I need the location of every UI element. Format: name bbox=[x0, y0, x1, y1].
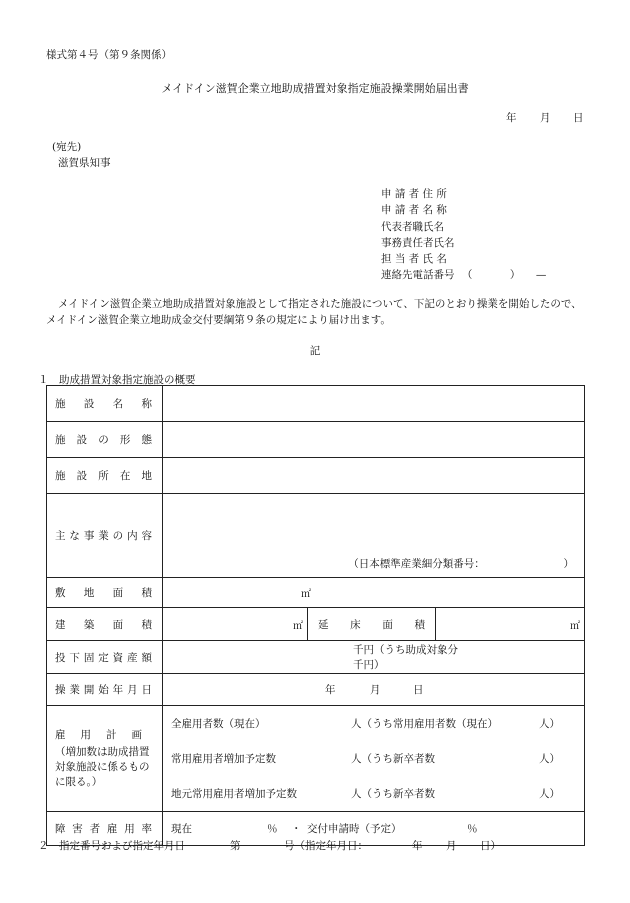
rate-current-label: 現在 bbox=[171, 823, 192, 835]
employment-row-subtotal: 人（うち新卒者数 bbox=[351, 753, 435, 765]
m2-unit: ㎡ bbox=[570, 620, 580, 632]
facility-name-field[interactable] bbox=[163, 386, 585, 422]
employment-plan-label bbox=[47, 706, 163, 812]
phone-paren-close: ） bbox=[509, 269, 521, 282]
site-area-label: 敷地面積 bbox=[47, 578, 163, 608]
op-day: 日 bbox=[413, 684, 424, 696]
facility-name-label: 施設名称 bbox=[47, 386, 163, 422]
body-line-2: メイドイン滋賀企業立地助成金交付要綱第９条の規定により届け出ます。 bbox=[46, 314, 391, 326]
date-day: 日 bbox=[573, 112, 584, 124]
office-manager-label: 事務責任者氏名 bbox=[381, 236, 455, 249]
employment-row-label: 全雇用者数（現在） bbox=[171, 718, 266, 730]
submission-date bbox=[506, 110, 584, 125]
m2-unit: ㎡ bbox=[293, 620, 303, 632]
facility-location-label: 施設所在地 bbox=[47, 458, 163, 494]
op-month: 月 bbox=[370, 684, 381, 696]
addressee-name: 滋賀県知事 bbox=[58, 157, 111, 169]
designation-day: 日） bbox=[480, 840, 501, 852]
employment-row[interactable] bbox=[163, 776, 584, 811]
rate-current-percent: ％ bbox=[267, 823, 278, 835]
date-month: 月 bbox=[540, 112, 551, 124]
m2-unit: ㎡ bbox=[301, 589, 311, 600]
rate-separator: ・ bbox=[291, 823, 302, 835]
building-area-field[interactable] bbox=[163, 608, 308, 641]
employment-plan-note: （増加数は助成措置対象施設に係るものに限る。） bbox=[55, 745, 150, 788]
rate-at-apply-percent: ％ bbox=[467, 823, 478, 835]
ki-mark: 記 bbox=[309, 345, 321, 357]
form-number: 様式第４号（第９条関係） bbox=[46, 49, 172, 61]
employment-plan-title: 雇用計画 bbox=[55, 728, 142, 741]
employment-plan-field bbox=[163, 706, 585, 812]
section-1-heading: １ 助成措置対象指定施設の概要 bbox=[38, 374, 196, 386]
designation-go: 号（指定年月日： bbox=[284, 840, 368, 852]
employment-row-end: 人） bbox=[539, 718, 560, 730]
investment-thousand-yen: 千円（うち助成対象分 bbox=[353, 644, 458, 656]
employment-row-end: 人） bbox=[539, 788, 560, 800]
section-2-heading bbox=[38, 838, 501, 853]
employment-row[interactable] bbox=[163, 706, 584, 741]
operation-start-label: 操業開始年月日 bbox=[47, 674, 163, 706]
building-area-label: 建築面積 bbox=[47, 608, 163, 641]
floor-area-field[interactable] bbox=[436, 608, 585, 641]
phone-paren-open: （ bbox=[461, 269, 473, 282]
phone-label: 連絡先電話番号 bbox=[381, 269, 455, 282]
jsic-code-note: （日本標準産業細分類番号： ） bbox=[348, 558, 574, 570]
employment-row[interactable] bbox=[163, 741, 584, 776]
main-business-label: 主な事業の内容 bbox=[47, 494, 163, 578]
designation-label: ２ 指定番号および指定年月日 bbox=[38, 840, 185, 852]
document-title: メイドイン滋賀企業立地助成措置対象指定施設操業開始届出書 bbox=[161, 82, 469, 95]
investment-field[interactable] bbox=[163, 641, 585, 674]
phone-dash: — bbox=[535, 269, 547, 282]
applicant-name-label: 申 請 者 名 称 bbox=[381, 204, 447, 217]
designation-dai: 第 bbox=[230, 840, 241, 852]
employment-row-end: 人） bbox=[539, 753, 560, 765]
investment-thousand-yen-end: 千円） bbox=[353, 659, 385, 671]
designation-month: 月 bbox=[446, 840, 457, 852]
investment-label: 投下固定資産額 bbox=[47, 641, 163, 674]
designation-year: 年 bbox=[412, 840, 423, 852]
employment-row-subtotal: 人（うち常用雇用者数（現在） bbox=[351, 718, 498, 730]
employment-row-label: 地元常用雇用者増加予定数 bbox=[171, 788, 297, 800]
representative-label: 代表者職氏名 bbox=[381, 220, 444, 233]
phone-row bbox=[381, 267, 546, 283]
employment-row-subtotal: 人（うち新卒者数 bbox=[351, 788, 435, 800]
floor-area-label: 延床面積 bbox=[308, 608, 436, 641]
facility-form-field[interactable] bbox=[163, 422, 585, 458]
disabled-employment-rate-label: 障害者雇用率 bbox=[47, 812, 163, 846]
body-line-1: メイドイン滋賀企業立地助成措置対象施設として指定された施設について、下記のとおり操業を開始したので、 bbox=[58, 298, 582, 310]
notification-body bbox=[46, 296, 606, 328]
site-area-field[interactable] bbox=[163, 578, 585, 608]
employment-row-label: 常用雇用者増加予定数 bbox=[171, 753, 276, 765]
addressee-label: (宛先) bbox=[52, 141, 82, 153]
contact-person-label: 担 当 者 氏 名 bbox=[381, 253, 447, 266]
op-year: 年 bbox=[325, 684, 336, 696]
facility-location-field[interactable] bbox=[163, 458, 585, 494]
applicant-address-label: 申 請 者 住 所 bbox=[381, 188, 447, 200]
date-year: 年 bbox=[506, 112, 517, 124]
main-business-field[interactable] bbox=[163, 494, 585, 578]
applicant-block bbox=[381, 186, 546, 284]
facility-overview-table bbox=[46, 385, 585, 846]
facility-form-label: 施設の形態 bbox=[47, 422, 163, 458]
rate-at-apply-label: 交付申請時（予定） bbox=[307, 823, 402, 835]
operation-start-field[interactable] bbox=[163, 674, 585, 706]
